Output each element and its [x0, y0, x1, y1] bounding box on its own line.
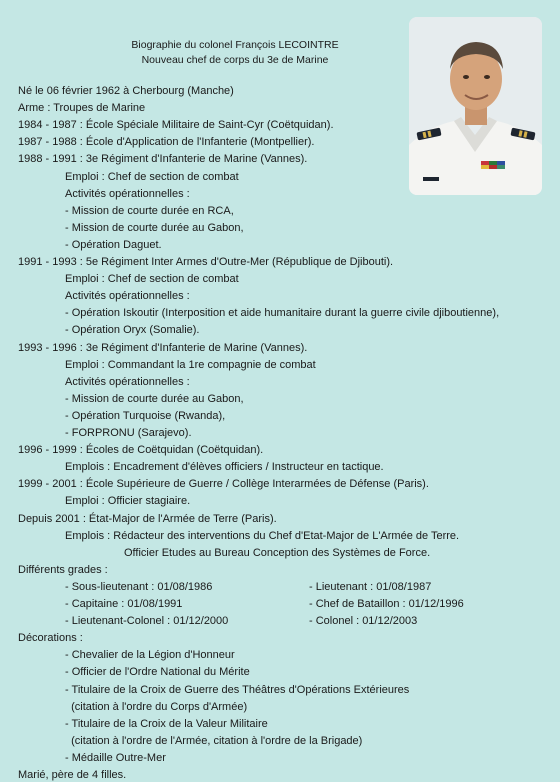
family-status: Marié, père de 4 filles. [18, 769, 127, 781]
page-title: Biographie du colonel François LECOINTRE [131, 39, 339, 51]
bio-detail: - Opération Daguet. [65, 238, 162, 251]
bio-entry: Arme : Troupes de Marine [18, 102, 146, 115]
decoration-item: - Médaille Outre-Mer [65, 751, 166, 764]
bio-detail: - Opération Turquoise (Rwanda), [65, 409, 226, 422]
bio-detail: Emploi : Officier stagiaire. [65, 495, 191, 508]
portrait-illustration [409, 17, 542, 195]
bio-detail: - Mission de courte durée au Gabon, [65, 221, 244, 234]
bio-entry: 1987 - 1988 : École d'Application de l'Infanterie (Montpellier). [18, 136, 315, 149]
decoration-item: - Chevalier de la Légion d'Honneur [65, 649, 235, 662]
bio-entry: Né le 06 février 1962 à Cherbourg (Manche) [18, 85, 234, 97]
bio-entry: Différents grades : [18, 563, 108, 576]
bio-detail: - Opération Iskoutir (Interposition et aide humanitaire durant la guerre civile djiboutienne), [65, 307, 500, 320]
bio-detail: - FORPRONU (Sarajevo). [65, 427, 192, 439]
grade-item: - Lieutenant : 01/08/1987 [309, 580, 432, 593]
bio-detail: Emplois : Encadrement d'élèves officiers / Instructeur en tactique. [65, 461, 384, 474]
bio-detail: - Mission de courte durée au Gabon, [65, 392, 244, 405]
page-subtitle: Nouveau chef de corps du 3e de Marine [141, 54, 329, 66]
bio-entry: 1988 - 1991 : 3e Régiment d'Infanterie de Marine (Vannes). [18, 153, 308, 166]
bio-detail: Emplois : Rédacteur des interventions du Chef d'Etat-Major de L'Armée de Terre. [65, 529, 460, 542]
bio-detail: Officier Etudes au Bureau Conception des Systèmes de Force. [124, 546, 431, 559]
bio-entry: 1984 - 1987 : École Spéciale Militaire de Saint-Cyr (Coëtquidan). [18, 119, 334, 132]
bio-detail: - Opération Oryx (Somalie). [65, 324, 200, 337]
bio-detail: - Mission de courte durée en RCA, [65, 204, 234, 217]
bio-entry: 1999 - 2001 : École Supérieure de Guerre / Collège Interarmées de Défense (Paris). [18, 478, 429, 491]
bio-entry: 1993 - 1996 : 3e Régiment d'Infanterie de Marine (Vannes). [18, 341, 308, 354]
decoration-item: (citation à l'ordre de l'Armée, citation à l'ordre de la Brigade) [65, 734, 363, 747]
bio-entry: 1996 - 1999 : Écoles de Coëtquidan (Coëtquidan). [18, 444, 264, 457]
bio-detail: Activités opérationnelles : [65, 375, 190, 388]
bio-detail: Activités opérationnelles : [65, 187, 190, 200]
grade-item: - Chef de Bataillon : 01/12/1996 [309, 598, 464, 610]
bio-entry: 1991 - 1993 : 5e Régiment Inter Armes d'Outre-Mer (République de Djibouti). [18, 256, 394, 268]
bio-detail: Emploi : Commandant la 1re compagnie de combat [65, 358, 316, 371]
decorations-heading: Décorations : [18, 632, 83, 645]
bio-detail: Emploi : Chef de section de combat [65, 170, 239, 183]
decoration-item: (citation à l'ordre du Corps d'Armée) [65, 700, 248, 713]
decoration-item: - Officier de l'Ordre National du Mérite [65, 666, 250, 679]
decoration-item: - Titulaire de la Croix de la Valeur Militaire [65, 717, 268, 730]
grade-item: - Sous-lieutenant : 01/08/1986 [65, 580, 213, 593]
bio-detail: Activités opérationnelles : [65, 290, 190, 303]
portrait-photo [409, 17, 542, 195]
grade-item: - Colonel : 01/12/2003 [309, 615, 418, 628]
decoration-item: - Titulaire de la Croix de Guerre des Théâtres d'Opérations Extérieures [65, 683, 410, 696]
grade-item: - Lieutenant-Colonel : 01/12/2000 [65, 615, 229, 628]
grade-item: - Capitaine : 01/08/1991 [65, 598, 183, 610]
bio-entry: Depuis 2001 : État-Major de l'Armée de Terre (Paris). [18, 512, 277, 525]
bio-detail: Emploi : Chef de section de combat [65, 273, 239, 286]
